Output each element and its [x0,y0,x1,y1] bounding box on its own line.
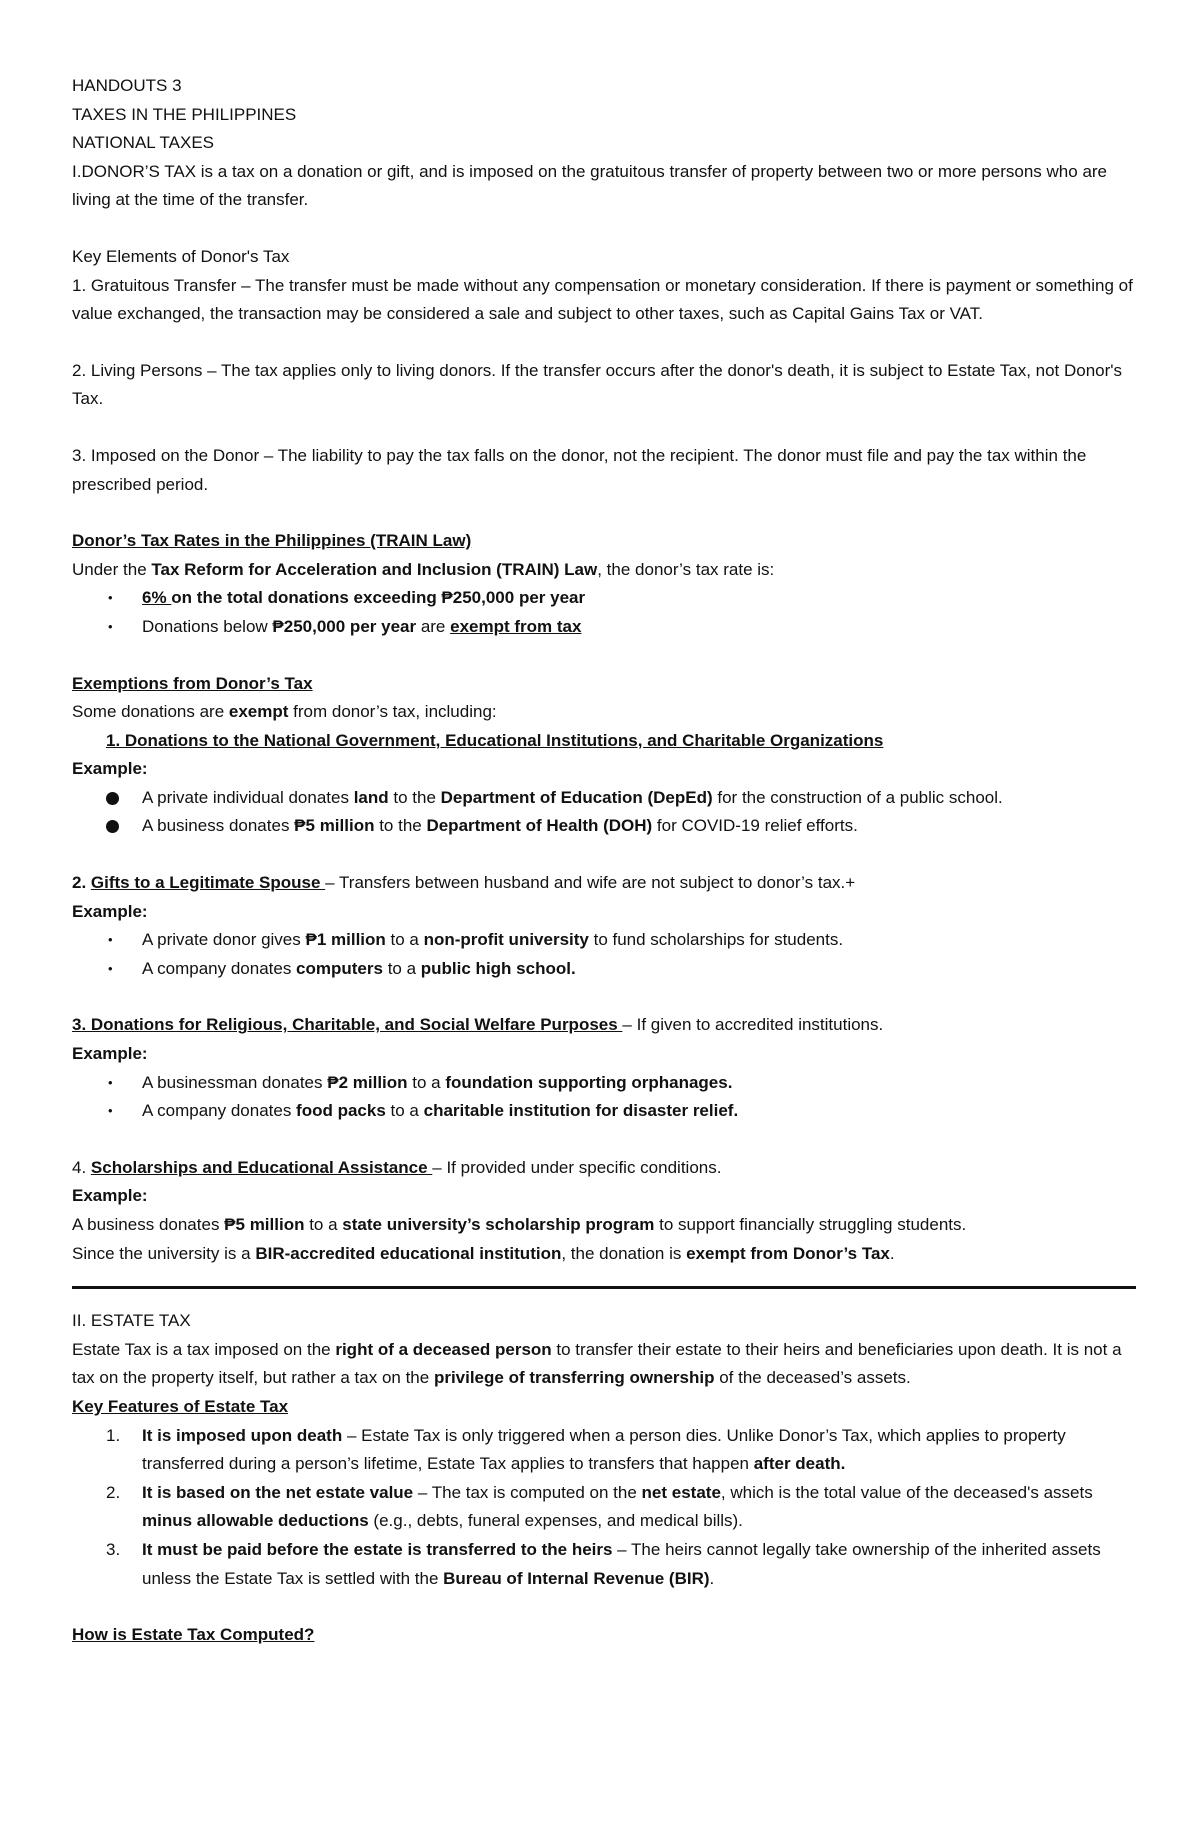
key-element-1: 1. Gratuitous Transfer – The transfer must be made without any compensation or monetary consideration. If there is payment or something of value exchanged, the transaction may be considered a sale and subject to other taxes, such as Capital Gains Tax or VAT. [72,275,1133,324]
estate-computation-title: How is Estate Tax Computed? [72,1625,315,1645]
estate-tax-title: II. ESTATE TAX [72,1311,191,1331]
list-item: A business donates ₱5 million to the Department of Health (DOH) for COVID-19 relief efforts. [106,812,1136,841]
list-item: • A private donor gives ₱1 million to a non-profit university to fund scholarships for students. [108,926,1136,955]
list-item: • A company donates food packs to a charitable institution for disaster relief. [108,1097,1136,1126]
bullet-disc-icon [106,820,119,833]
key-element-2: 2. Living Persons – The tax applies only to living donors. If the transfer occurs after the donor's death, it is subject to Estate Tax, not Donor's Tax. [72,360,1123,409]
list-item: 3. It must be paid before the estate is transferred to the heirs – The heirs cannot legally take ownership of the inherited assets unless the Estate Tax is settled with the Bureau of Internal Revenue (BIR). [106,1536,1136,1593]
exemption-4-example: A business donates ₱5 million to a state university’s scholarship program to support financially struggling students. [72,1215,967,1234]
list-item: A private individual donates land to the Department of Education (DepEd) for the construction of a public school. [106,784,1136,813]
key-elements-title: Key Elements of Donor's Tax [72,246,290,266]
exemption-4-heading: 4. Scholarships and Educational Assistance – If provided under specific conditions. [72,1157,722,1177]
bullet-disc-icon [106,792,119,805]
bullet-marker: • [108,1103,113,1119]
bullet-marker: • [108,1074,113,1090]
donors-tax-intro: I.DONOR’S TAX is a tax on a donation or gift, and is imposed on the gratuitous transfer of property between two or more persons who are living at the time of the transfer. [72,161,1108,210]
list-item: 1. It is imposed upon death – Estate Tax is only triggered when a person dies. Unlike Donor’s Tax, which applies to property transferred during a person’s lifetime, Estate Tax applies to transfers that happen after death. [106,1422,1136,1479]
exemptions-intro: Some donations are exempt from donor’s tax, including: [72,702,497,722]
example-label: Example: [72,901,148,921]
tax-rates-list [72,584,1136,641]
example-label: Example: [72,759,148,779]
exemption-3-heading: 3. Donations for Religious, Charitable, and Social Welfare Purposes – If given to accredited institutions. [72,1015,884,1035]
exemption-2-heading: 2. Gifts to a Legitimate Spouse – Transfers between husband and wife are not subject to donor’s tax.+ [72,873,856,893]
exemption-2-examples [72,926,1136,983]
exemptions-title: Exemptions from Donor’s Tax [72,673,313,693]
estate-tax-intro: Estate Tax is a tax imposed on the right of a deceased person to transfer their estate to their heirs and beneficiaries upon death. It is not a tax on the property itself, but rather a tax on the privilege of transferring ownership of the deceased’s assets. [72,1339,1122,1388]
exemption-4-explanation: Since the university is a BIR-accredited educational institution, the donation is exempt from Donor’s Tax. [72,1243,895,1263]
list-item: • Donations below ₱250,000 per year are exempt from tax [108,613,1136,642]
list-number: 2. [106,1482,121,1502]
key-element-3: 3. Imposed on the Donor – The liability to pay the tax falls on the donor, not the recipient. The donor must file and pay the tax within the prescribed period. [72,445,1087,494]
list-number: 1. [106,1425,121,1445]
tax-rates-intro: Under the Tax Reform for Acceleration and Inclusion (TRAIN) Law, the donor’s tax rate is: [72,559,775,579]
handout-label: HANDOUTS 3 [72,76,182,95]
list-item: • A company donates computers to a public high school. [108,955,1136,984]
section-divider [72,1286,1136,1289]
list-number: 3. [106,1539,121,1559]
tax-rates-title: Donor’s Tax Rates in the Philippines (TRAIN Law) [72,531,472,551]
exemption-1-heading: 1. Donations to the National Government, Educational Institutions, and Charitable Organizations [106,730,884,750]
example-label: Example: [72,1044,148,1064]
list-item: 2. It is based on the net estate value – The tax is computed on the net estate, which is the total value of the deceased's assets minus allowable deductions (e.g., debts, funeral expenses, and medical bills). [106,1479,1136,1536]
bullet-marker: • [108,960,113,976]
document-page [72,72,1136,1650]
list-item: • 6% on the total donations exceeding ₱250,000 per year [108,584,1136,613]
exemption-1-examples [72,784,1136,841]
bullet-marker: • [108,932,113,948]
bullet-marker: • [108,618,113,634]
list-item: • A businessman donates ₱2 million to a foundation supporting orphanages. [108,1069,1136,1098]
example-label: Example: [72,1186,148,1206]
document-title: TAXES IN THE PHILIPPINES [72,104,297,124]
estate-features-title: Key Features of Estate Tax [72,1396,289,1416]
estate-features-list [72,1422,1136,1594]
bullet-marker: • [108,590,113,606]
exemption-3-examples [72,1069,1136,1126]
section-label: NATIONAL TAXES [72,133,215,153]
